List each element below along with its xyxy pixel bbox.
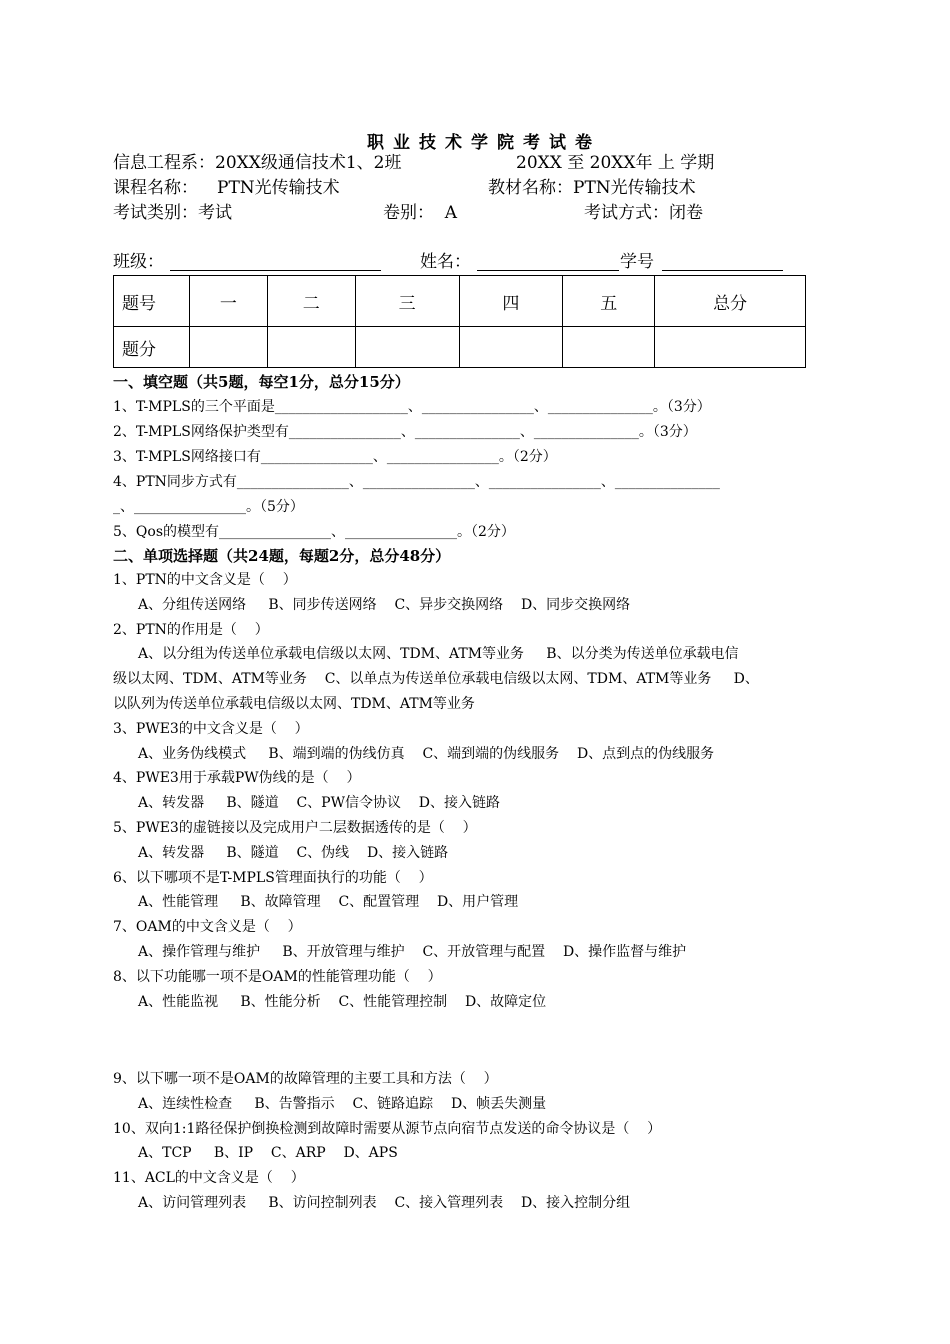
- choice-options: A、连续性检查 B、告警指示 C、链路追踪 D、帧丢失测量: [138, 1095, 547, 1112]
- score-cell-1[interactable]: [189, 327, 267, 368]
- choice-options: A、转发器 B、隧道 C、PW信令协议 D、接入链路: [138, 795, 500, 812]
- fill-question-3: 3、T-MPLS网络接口有________________、________________。（2分）: [113, 449, 557, 465]
- name-blank[interactable]: [477, 254, 619, 271]
- header-cell-total: 总分: [655, 276, 806, 327]
- textbook: 教材名称：PTN光传输技术: [488, 178, 696, 198]
- choice-options: A、业务伪线模式 B、端到端的伪线仿真 C、端到端的伪线服务 D、点到点的伪线服务: [138, 745, 715, 762]
- choice-question: 4、PWE3用于承载PW伪线的是（ ）: [113, 770, 361, 787]
- exam-mode: 考试方式：闭卷: [584, 203, 703, 223]
- header-cell-2: 二: [267, 276, 355, 327]
- class-label: 班级：: [113, 252, 164, 272]
- choice-question: 1、PTN的中文含义是（ ）: [113, 572, 297, 588]
- choice-question: 10、双向1:1路径保护倒换检测到故障时需要从源节点向宿节点发送的命令协议是（ ）: [113, 1120, 662, 1137]
- paper-version: 卷别： A: [383, 203, 458, 223]
- choice-options: A、性能监视 B、性能分析 C、性能管理控制 D、故障定位: [138, 993, 547, 1010]
- choice-question: 6、以下哪项不是T-MPLS管理面执行的功能（ ）: [113, 869, 433, 886]
- student-id-blank[interactable]: [662, 254, 783, 271]
- choice-question: 8、以下功能哪一项不是OAM的性能管理功能（ ）: [113, 968, 442, 985]
- fill-question-1: 1、T-MPLS的三个平面是___________________、________________、_______________。（3分）: [113, 399, 711, 415]
- choice-question: 9、以下哪一项不是OAM的故障管理的主要工具和方法（ ）: [113, 1071, 498, 1087]
- score-row-label: 题分: [114, 327, 190, 368]
- term: 20XX 至 20XX年 上 学期: [516, 153, 715, 173]
- fill-question-4-cont: _、________________。（5分）: [113, 499, 304, 515]
- choice-question: 11、ACL的中文含义是（ ）: [113, 1170, 305, 1187]
- score-cell-5[interactable]: [563, 327, 655, 368]
- score-table: [113, 275, 806, 368]
- exam-type: 考试类别：考试: [113, 203, 232, 223]
- choice-options: A、转发器 B、隧道 C、伪线 D、接入链路: [138, 844, 449, 861]
- score-row: [114, 327, 806, 368]
- header-cell-3: 三: [355, 276, 459, 327]
- choice-options: A、以分组为传送单位承载电信级以太网、TDM、ATM等业务 B、以分类为传送单位承载电信: [138, 646, 739, 663]
- score-cell-4[interactable]: [459, 327, 563, 368]
- choice-question: 5、PWE3的虚链接以及完成用户二层数据透传的是（ ）: [113, 820, 477, 836]
- choice-question: 2、PTN的作用是（ ）: [113, 621, 269, 638]
- student-id-label: 学号: [620, 252, 654, 272]
- class-blank[interactable]: [170, 254, 381, 271]
- choice-question: 以队列为传送单位承载电信级以太网、TDM、ATM等业务: [113, 696, 475, 712]
- section2-heading: 二、单项选择题（共24题，每题2分，总分48分）: [113, 547, 451, 565]
- choice-options: A、分组传送网络 B、同步传送网络 C、异步交换网络 D、同步交换网络: [138, 596, 631, 613]
- choice-options: A、操作管理与维护 B、开放管理与维护 C、开放管理与配置 D、操作监督与维护: [138, 944, 687, 960]
- header-cell-question-no: 题号: [114, 276, 190, 327]
- fill-question-5: 5、Qos的模型有________________、________________。（2分）: [113, 524, 515, 540]
- choice-question: 3、PWE3的中文含义是（ ）: [113, 720, 309, 737]
- choice-options: A、TCP B、IP C、ARP D、APS: [138, 1145, 398, 1162]
- choice-question: 级以太网、TDM、ATM等业务 C、以单点为传送单位承载电信级以太网、TDM、ATM等业务 D、: [113, 671, 759, 688]
- choice-options: A、访问管理列表 B、访问控制列表 C、接入管理列表 D、接入控制分组: [138, 1195, 631, 1211]
- exam-title: 职业技术学院考试卷: [367, 133, 601, 153]
- department-class: 信息工程系：20XX级通信技术1、2班: [113, 153, 402, 173]
- score-cell-total[interactable]: [655, 327, 806, 368]
- choice-options: A、性能管理 B、故障管理 C、配置管理 D、用户管理: [138, 894, 519, 911]
- score-cell-3[interactable]: [355, 327, 459, 368]
- score-header-row: [114, 276, 806, 327]
- score-cell-2[interactable]: [267, 327, 355, 368]
- fill-question-2: 2、T-MPLS网络保护类型有________________、_______________、_______________。（3分）: [113, 424, 697, 440]
- course-label: 课程名称：: [113, 178, 198, 198]
- course-name: PTN光传输技术: [217, 178, 340, 198]
- header-cell-4: 四: [459, 276, 563, 327]
- name-label: 姓名：: [420, 252, 471, 272]
- header-cell-1: 一: [189, 276, 267, 327]
- section1-heading: 一、填空题（共5题，每空1分，总分15分）: [113, 373, 410, 391]
- header-cell-5: 五: [563, 276, 655, 327]
- choice-question: 7、OAM的中文含义是（ ）: [113, 919, 302, 936]
- fill-question-4: 4、PTN同步方式有________________、________________、________________、_______________: [113, 474, 720, 490]
